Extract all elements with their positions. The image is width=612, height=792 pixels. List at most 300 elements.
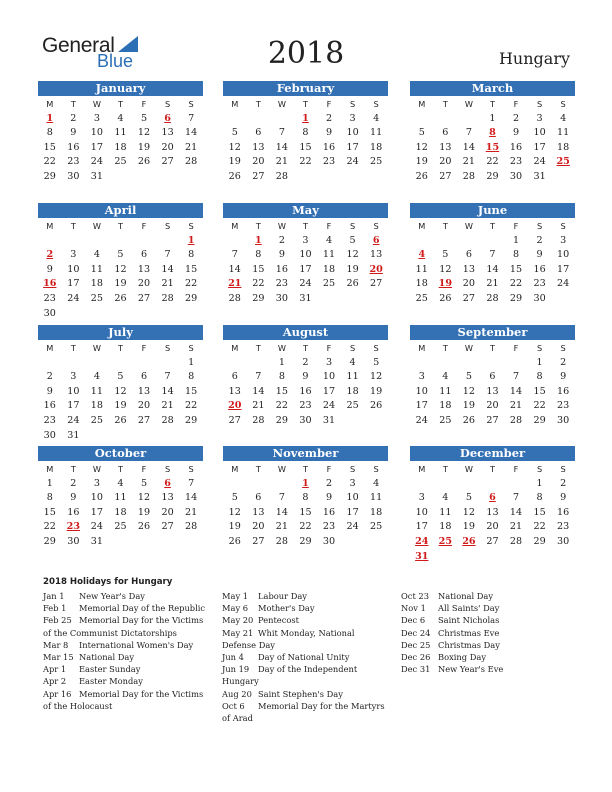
day: 29 [185,414,198,426]
day: 18 [114,506,127,518]
weekday-label: T [255,99,261,109]
day: 15 [533,506,546,518]
holiday-entry [401,614,569,626]
holiday-name: Easter Sunday [79,664,141,675]
day: 8 [46,127,53,139]
empty-cell [481,477,505,492]
day: 26 [137,521,151,533]
day: 5 [117,249,124,261]
weekday-label: W [464,221,473,231]
day: 24 [533,156,546,168]
day: 24 [67,414,80,426]
month-header: September [410,325,575,340]
empty-cell [247,477,271,492]
day: 1 [536,477,543,489]
day: 22 [185,278,198,290]
day: 4 [325,234,333,246]
weekday-label: S [349,221,356,231]
weekday-label: F [513,99,519,109]
weekday-label: W [92,99,101,109]
day: 13 [161,492,174,504]
day: 9 [536,249,543,261]
day: 3 [93,112,100,124]
day: 27 [137,414,151,426]
day: 23 [275,278,289,290]
empty-cell [410,477,434,492]
day: 15 [509,263,523,275]
empty-cell [457,112,481,127]
day: 17 [67,400,80,412]
day: 13 [439,141,452,153]
day: 19 [415,156,428,168]
month-may [223,203,388,307]
day: 8 [302,127,309,139]
day: 9 [560,492,567,504]
day: 31 [90,535,104,547]
holiday-date: Oct 23 [401,591,429,601]
day: 1 [46,477,53,489]
empty-cell [457,356,481,371]
holiday-day: 25 [438,535,453,547]
day: 7 [255,371,262,383]
weekday-label: S [373,99,379,109]
empty-cell [223,356,247,371]
day: 27 [370,278,383,290]
holiday-name: International Women's Day [79,639,194,650]
day: 23 [43,414,56,426]
day: 8 [255,249,262,261]
holiday-name: Saint Stephen's Day [258,688,343,699]
month-header: February [223,81,388,96]
day: 24 [557,278,570,290]
day: 3 [349,477,356,489]
holiday-entry [43,663,211,675]
holiday-date: Dec 31 [401,664,431,675]
day-grid [38,462,203,550]
day: 5 [465,371,472,383]
day: 22 [509,278,523,290]
holiday-date: May 20 [222,615,254,626]
weekday-label: S [188,343,194,353]
holiday-name: Memorial Day for the Victims of the Holocaust [43,688,204,711]
month-header: May [223,203,388,218]
day: 14 [462,141,476,153]
weekday-label: T [117,343,123,353]
weekday-label: T [117,99,123,109]
day: 21 [486,278,499,290]
weekday-label: M [231,343,239,353]
holiday-date: May 1 [222,591,249,601]
day: 30 [43,307,56,319]
day: 3 [325,356,333,368]
weekday-label: T [489,99,495,109]
day: 23 [509,156,523,168]
day: 18 [114,141,127,153]
day: 19 [462,400,476,412]
holiday-day: 23 [66,521,81,533]
empty-cell [109,234,133,249]
weekday-label: F [326,343,332,353]
day: 3 [70,371,77,383]
day: 5 [418,127,425,139]
holiday-entry [401,639,569,651]
month-header: January [38,81,203,96]
empty-cell [504,477,528,492]
holiday-day: 6 [164,477,171,489]
day: 12 [370,371,383,383]
day: 20 [252,156,265,168]
month-header: November [223,446,388,461]
day: 13 [486,385,499,397]
weekday-label: T [70,343,76,353]
empty-cell [410,112,434,127]
day: 20 [161,506,174,518]
holiday-entry [401,651,569,663]
day: 29 [185,292,198,304]
day: 27 [486,535,499,547]
day: 16 [67,141,80,153]
day: 19 [228,156,241,168]
day: 11 [439,385,452,397]
weekday-label: T [70,99,76,109]
empty-cell [85,356,109,371]
day: 9 [70,492,77,504]
month-january [38,81,203,185]
day: 8 [278,371,285,383]
month-october [38,446,203,550]
day: 7 [489,249,496,261]
day: 16 [509,141,523,153]
day: 30 [275,292,289,304]
weekday-label: T [489,464,495,474]
day: 3 [536,112,543,124]
day: 30 [299,414,312,426]
empty-cell [434,112,458,127]
day: 11 [90,263,104,275]
day: 11 [114,127,127,139]
holiday-date: May 21 [222,627,254,638]
weekday-label: F [141,99,147,109]
holiday-date: Apr 2 [43,676,67,687]
day: 6 [489,371,496,383]
weekday-label: S [164,221,171,231]
empty-cell [38,356,62,371]
weekday-label: T [442,221,448,231]
day: 31 [67,429,80,441]
day: 28 [161,292,174,304]
weekday-label: M [46,464,54,474]
day: 29 [275,414,289,426]
holiday-name: Mother's Day [258,603,315,614]
weekday-label: F [513,221,519,231]
day: 31 [322,414,336,426]
day: 8 [188,249,195,261]
day: 12 [415,141,428,153]
day: 5 [465,492,472,504]
day: 26 [462,414,476,426]
weekday-label: S [188,221,194,231]
logo-triangle-icon [118,36,138,52]
calendar-year: 2018 [267,36,345,71]
weekday-label: S [349,99,356,109]
day: 21 [462,156,476,168]
day: 18 [439,521,452,533]
day: 2 [278,234,285,246]
day: 6 [465,249,472,261]
day: 6 [140,249,148,261]
day: 21 [275,521,289,533]
day: 4 [373,112,380,124]
day: 2 [325,112,333,124]
empty-cell [481,234,505,249]
weekday-label: S [373,221,379,231]
day: 1 [536,356,543,368]
day: 13 [228,385,241,397]
day: 7 [465,127,472,139]
day: 25 [370,156,383,168]
day: 21 [509,400,523,412]
month-march [410,81,575,185]
day: 15 [299,506,312,518]
holiday-name: New Year's Day [79,591,145,601]
day: 10 [533,127,546,139]
day-grid [410,341,575,429]
day: 24 [346,156,359,168]
day: 17 [346,141,359,153]
day: 20 [486,400,499,412]
day: 2 [325,477,333,489]
day: 7 [512,492,520,504]
weekday-label: M [46,99,54,109]
day: 13 [252,141,265,153]
day: 23 [557,400,570,412]
day: 17 [90,506,104,518]
day: 18 [346,385,359,397]
day: 11 [346,371,359,383]
weekday-label: F [513,464,519,474]
month-header: October [38,446,203,461]
day: 25 [415,292,428,304]
weekday-label: T [70,464,76,474]
holiday-entry [43,614,211,638]
day: 6 [255,492,262,504]
day: 26 [415,170,428,182]
holiday-date: Apr 16 [43,688,72,699]
day: 12 [462,506,476,518]
day: 28 [228,292,241,304]
day: 12 [137,492,151,504]
day: 5 [349,234,356,246]
day: 10 [415,506,428,518]
day: 4 [442,371,449,383]
weekday-label: S [560,221,566,231]
holiday-name: Pentecost [258,615,299,626]
day: 19 [114,278,127,290]
day: 17 [90,141,104,153]
holiday-day: 1 [46,112,54,124]
holidays-column-2 [222,590,390,724]
holiday-date: Dec 24 [401,627,431,638]
day: 20 [161,141,174,153]
day: 13 [137,385,151,397]
weekday-label: S [536,221,543,231]
holiday-name: National Day [79,652,135,663]
day: 26 [114,292,127,304]
day: 30 [533,292,546,304]
holiday-entry [222,614,390,626]
day: 16 [322,141,336,153]
day: 8 [536,492,543,504]
empty-cell [247,356,271,371]
day: 21 [185,506,198,518]
day: 10 [90,492,104,504]
weekday-label: M [231,99,239,109]
weekday-label: S [349,343,356,353]
day: 7 [188,112,195,124]
weekday-label: T [255,221,261,231]
day: 4 [117,477,124,489]
day: 22 [533,521,546,533]
holiday-date: Dec 26 [401,652,431,663]
day: 28 [185,156,198,168]
weekday-label: W [464,99,473,109]
day: 28 [509,414,523,426]
day: 25 [90,292,104,304]
day: 3 [418,371,425,383]
day: 7 [512,371,520,383]
holiday-date: Dec 25 [401,639,431,650]
empty-cell [62,356,86,371]
empty-cell [156,234,180,249]
holiday-day: 24 [415,535,429,547]
empty-cell [132,356,156,371]
empty-cell [109,356,133,371]
day: 25 [370,521,383,533]
holiday-day: 21 [228,278,242,290]
holiday-entry [222,651,390,663]
day: 12 [114,263,127,275]
day: 20 [252,521,265,533]
day: 10 [67,263,80,275]
empty-cell [270,112,294,127]
month-header: April [38,203,203,218]
day: 9 [46,263,53,275]
day: 15 [275,385,289,397]
day: 23 [43,292,56,304]
holiday-entry [222,627,390,651]
day: 18 [439,400,452,412]
day: 8 [512,249,520,261]
day: 14 [486,263,499,275]
day: 2 [70,112,77,124]
holiday-entry [401,590,569,602]
day: 9 [70,127,77,139]
weekday-label: S [536,343,543,353]
holiday-name: Memorial Day of the Republic [79,603,206,614]
day: 11 [557,127,570,139]
day: 19 [228,521,241,533]
day-grid [410,462,575,564]
holiday-entry [222,663,390,687]
weekday-label: F [141,464,147,474]
day: 5 [231,492,238,504]
day: 3 [70,249,77,261]
month-header: August [223,325,388,340]
day: 10 [557,249,570,261]
day: 19 [346,263,359,275]
holiday-date: Jun 19 [222,664,250,675]
day: 10 [322,371,336,383]
holiday-name: Day of National Unity [258,652,350,663]
day-grid [223,219,388,307]
day: 20 [462,278,476,290]
day-grid [223,341,388,429]
day: 15 [299,141,312,153]
holiday-entry [43,675,211,687]
day: 27 [161,156,174,168]
empty-cell [247,112,271,127]
holiday-entry [401,663,569,675]
holiday-entry [43,688,211,712]
day: 30 [509,170,523,182]
weekday-label: M [418,343,426,353]
day: 15 [252,263,265,275]
holiday-date: May 6 [222,603,249,614]
day: 20 [486,521,499,533]
holiday-name: All Saints' Day [438,603,500,614]
day: 29 [43,535,56,547]
day: 14 [275,506,289,518]
day-grid [38,219,203,321]
day: 26 [228,170,241,182]
holiday-name: Christmas Day [438,639,500,650]
holiday-date: Apr 1 [43,664,67,675]
day: 19 [114,400,127,412]
day: 16 [275,263,289,275]
holiday-name: Christmas Eve [438,627,500,638]
day: 2 [70,477,77,489]
day: 7 [164,371,171,383]
day: 31 [299,292,312,304]
day: 20 [137,400,151,412]
day: 23 [299,400,312,412]
day: 5 [117,371,124,383]
weekday-label: F [326,464,332,474]
day: 1 [188,356,195,368]
day: 24 [90,156,104,168]
day: 20 [137,278,151,290]
day: 17 [415,400,428,412]
day: 3 [93,477,100,489]
holiday-day: 1 [187,234,195,246]
day: 13 [161,127,174,139]
day: 14 [161,385,174,397]
weekday-label: F [141,221,147,231]
weekday-label: F [326,221,332,231]
weekday-label: S [560,464,566,474]
day-grid [38,341,203,443]
holiday-day: 31 [415,550,429,562]
day: 2 [46,371,53,383]
day: 25 [90,414,104,426]
holiday-day: 2 [46,249,54,261]
day: 30 [557,535,570,547]
day: 22 [275,400,289,412]
month-september [410,325,575,429]
day: 27 [439,170,452,182]
day: 16 [43,400,56,412]
day: 20 [439,156,452,168]
